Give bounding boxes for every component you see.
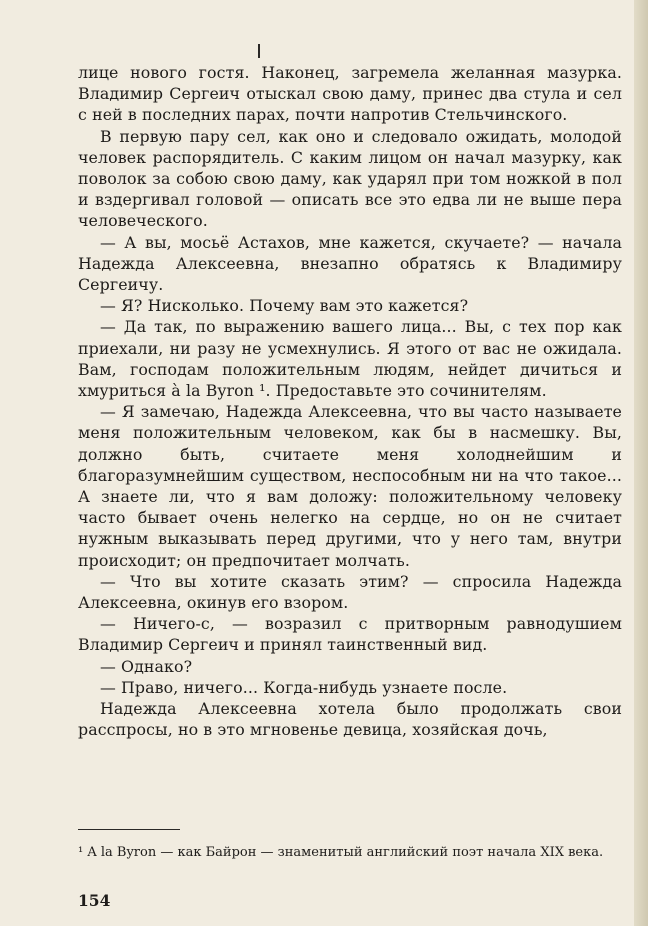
paragraph: Надежда Алексеевна хотела было продолжать свои расспросы, но в это мгновенье девица, хозяйская дочь, <box>78 699 622 740</box>
page-edge <box>634 0 648 926</box>
paragraph: — Право, ничего... Когда-нибудь узнаете после. <box>100 677 508 697</box>
top-mark <box>258 44 260 58</box>
paragraph: — Однако? <box>100 656 193 676</box>
paragraph: — Да так, по выражению вашего лица... Вы, с тех пор как приехали, ни разу не усмехнулись. Я этого от вас не ожидала. Вам, господам положительным людям, нейдет дичиться и хмуриться à la Byron ¹. Предоставьте это сочинителям. <box>78 317 622 401</box>
paragraph: лице нового гостя. Наконец, загремела желанная мазурка. Владимир Сергеич отыскал свою даму, принес два стула и сел с ней в последних парах, почти напротив Стельчинского. <box>78 63 622 125</box>
footnote-divider <box>78 829 180 830</box>
paragraph: — А вы, мосьё Астахов, мне кажется, скучаете? — начала Надежда Алексеевна, внезапно обратясь к Владимиру Сергеичу. <box>78 232 622 295</box>
body-text <box>78 62 622 741</box>
paragraph: — Ничего-с, — возразил с притворным равнодушием Владимир Сергеич и принял таинственный вид. <box>78 614 622 655</box>
paragraph: — Что вы хотите сказать этим? — спросила Надежда Алексеевна, окинув его взором. <box>78 571 622 613</box>
page-number: 154 <box>78 891 111 910</box>
paragraph: В первую пару сел, как оно и следовало ожидать, молодой человек распорядитель. С каким лицом он начал мазурку, как поволок за собою свою даму, как ударял при том ножкой в пол и вздергивал головой — описать все это едва ли не выше пера человеческого. <box>78 126 622 231</box>
footnote: ¹ A la Byron — как Байрон — знаменитый английский поэт начала XIX века. <box>78 845 604 860</box>
paragraph: — Я? Нисколько. Почему вам это кажется? <box>100 296 469 316</box>
paragraph: — Я замечаю, Надежда Алексеевна, что вы часто называете меня положительным человеком, как бы в насмешку. Вы, должно быть, считаете меня холоднейшим и благоразумнейшим существом, неспособным ни на что такое... А знаете ли, что я вам доложу: положительному человеку часто бывает очень нелегко на сердце, но он не считает нужным выказывать перед другими, что у него там, внутри происходит; он предпочитает молчать. <box>78 402 622 570</box>
